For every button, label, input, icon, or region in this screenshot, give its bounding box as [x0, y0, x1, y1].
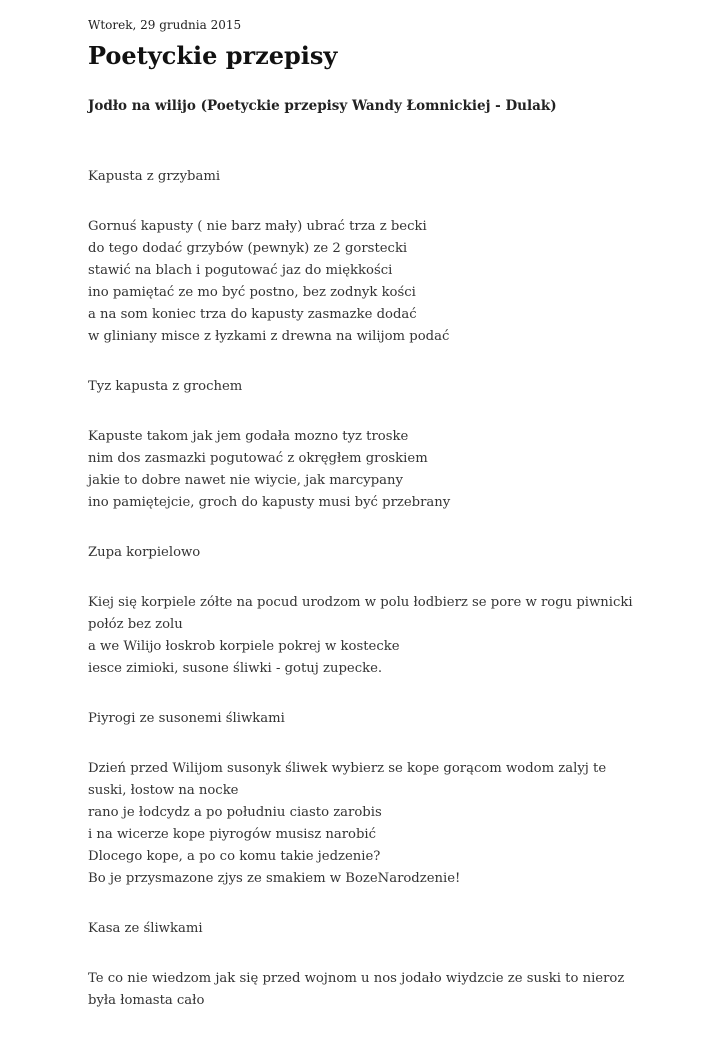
text-line: a we Wilijo łoskrob korpiele pokrej w kostecke: [88, 639, 400, 654]
recipe-name: Tyz kapusta z grochem: [88, 379, 243, 394]
text-line: ino pamiętać ze mo być postno, bez zodnyk kości: [88, 285, 416, 300]
post-title[interactable]: Poetyckie przepisy: [88, 41, 338, 70]
text-line: Gornuś kapusty ( nie barz mały) ubrać trza z becki: [88, 219, 427, 234]
text-line: a na som koniec trza do kapusty zasmazke dodać: [88, 307, 417, 322]
text-line: i na wicerze kope piyrogów musisz narobić: [88, 827, 377, 842]
text-line: w gliniany misce z łyzkami z drewna na wilijom podać: [88, 329, 450, 344]
text-line: stawić na blach i pogutować jaz do miękkości: [88, 263, 393, 278]
text-line: Bo je przysmazone zjys ze smakiem w BozeNarodzenie!: [88, 871, 461, 886]
post-date: Wtorek, 29 grudnia 2015: [88, 18, 242, 32]
text-line: Te co nie wiedzom jak się przed wojnom u nos jodało wiydzcie ze suski to nieroz była łomasta cało: [88, 971, 625, 1008]
recipe-name: Kasa ze śliwkami: [88, 921, 203, 936]
recipe-text: [88, 216, 648, 348]
text-line: do tego dodać grzybów (pewnyk) ze 2 gorstecki: [88, 241, 408, 256]
text-line: Dlocego kope, a po co komu takie jedzenie?: [88, 849, 381, 864]
text-line: rano je łodcydz a po południu ciasto zarobis: [88, 805, 382, 820]
recipe-name: Zupa korpielowo: [88, 545, 201, 560]
recipe-text: [88, 592, 648, 680]
recipe-text: [88, 426, 648, 514]
text-line: iesce zimioki, susone śliwki - gotuj zupecke.: [88, 661, 383, 676]
recipe-text: [88, 758, 648, 890]
recipe-name: Kapusta z grzybami: [88, 169, 221, 184]
text-line: Kiej się korpiele zółte na pocud urodzom w polu łodbierz se pore w rogu piwnicki połóz bez zolu: [88, 595, 633, 632]
text-line: jakie to dobre nawet nie wiycie, jak marcypany: [88, 473, 403, 488]
text-line: nim dos zasmazki pogutować z okręgłem groskiem: [88, 451, 428, 466]
recipe-name: Piyrogi ze susonemi śliwkami: [88, 711, 285, 726]
post-subtitle: Jodło na wilijo (Poetyckie przepisy Wandy Łomnickiej - Dulak): [88, 98, 557, 114]
post-body: [88, 166, 648, 1040]
text-line: Dzień przed Wilijom susonyk śliwek wybierz se kope gorącom wodom zalyj te suski, łostow na nocke: [88, 761, 607, 798]
text-line: Kapuste takom jak jem godała mozno tyz troske: [88, 429, 409, 444]
recipe-text: [88, 968, 648, 1012]
text-line: ino pamiętejcie, groch do kapusty musi być przebrany: [88, 495, 451, 510]
